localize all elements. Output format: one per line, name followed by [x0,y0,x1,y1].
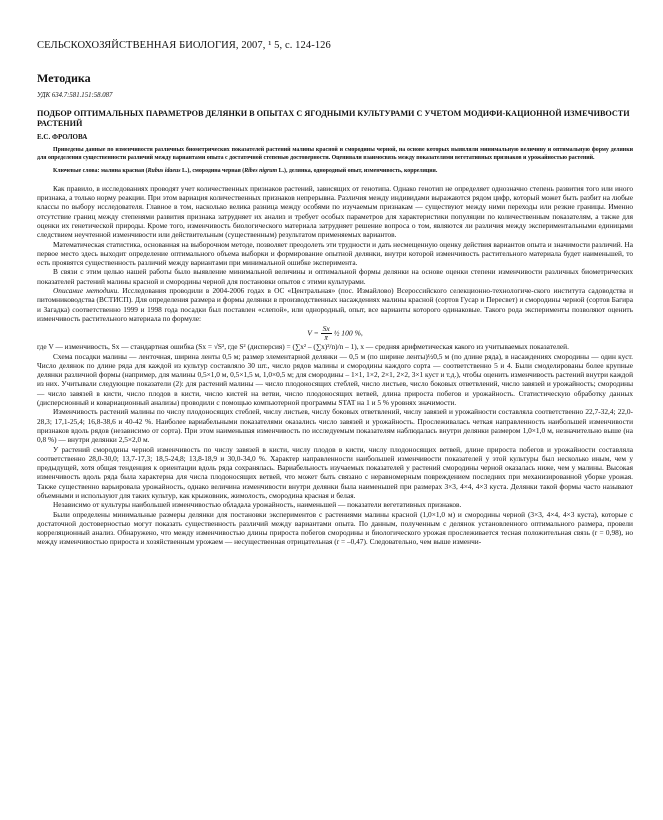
article-body [37,184,633,547]
paragraph-aim: В связи с этим целью нашей работы было выявление минимальной величины и оптимальной формы делянки на основе оценки степени изменчивости различных биометрических показателей растений малины красной и смородины черной для постановки опытов с этими культурами. [37,267,633,286]
paragraph-methods [37,286,633,323]
keywords-latin-2: Ribes nigrum [244,168,278,175]
keywords-text-1: малина красная ( [99,168,148,175]
formula-denominator: x̄ [324,333,328,343]
paragraph-yield-variability: Независимо от культуры наибольшей изменчивостью обладала урожайность, наименьшей — показатели вегетативных признаков. [53,500,462,510]
article-title: ПОДБОР ОПТИМАЛЬНЫХ ПАРАМЕТРОВ ДЕЛЯНКИ В ОПЫТАХ С ЯГОДНЫМИ КУЛЬТУРАМИ С УЧЕТОМ МОДИФИ-КАЦИОННОЙ ИЗМЕЧИВОСТИ РАСТЕНИЙ [37,109,630,128]
formula-rhs: ½ 100 %, [331,328,363,338]
keywords-label: Ключевые слова: [53,168,100,175]
article-author: Е.С. ФРОЛОВА [37,133,88,141]
paragraph-correlation: Были определены минимальные размеры делянки для постановки экспериментов с растениями малины красной (1,0×1,0 м) и смородины черной (3×3, 4×4, 4×3 куста), которые с достаточной достоверностью могут показать существенность различий между вариантами опыта. По данным, полученным с делянок установленного оптимального размера, провели корреляционный анализ. Обнаружено, что между изменчивостью длины прироста побегов смородины и биологического урожая прослеживается тесная положительная связь (r = 0,98), но между изменчивостью прироста и хозяйственным урожаем — несущественная отрицательная (r = –0,47). Следовательно, чем выше изменчи- [37,509,633,547]
paragraph-statistics: Математическая статистика, основанная на выборочном методе, позволяет преодолеть эти трудности и дать несмещенную оценку действия вариантов опыта и значимости различий. На первое место здесь выходит определение оптимального объема выборки и формирование опытной делянки, внутри которой изменчивость растительного материала будет наименьшей, то есть проявятся существенность различий между вариантами при минимальной ошибке эксперимента. [37,239,633,268]
section-heading: Методика [37,71,91,85]
udc-code: УДК 634.7:581.151:58.087 [37,92,113,99]
formula-lhs: V = [307,328,321,338]
article-keywords [37,168,633,176]
paragraph-planting-scheme: Схема посадки малины — ленточная, ширина ленты 0,5 м; размер элементарной делянки — 0,5 м (по ширине ленты)½0,5 м (по длине ряда), в насаждениях смородины — один куст. Число делянок по длине ряда для каждой из культур составляло 30 шт., число рядов малины и смородины каждого сорта — соответственно 5 и 4. Были смоделированы более крупные делянки различной формы (например, для малины 0,5×1,0 м, 0,5×1,5 м, 1,0×0,5 м; для смородины – 1×1, 1×2, 2×1, 2×2, 3×1 куст и т.д.), чтобы оценить изменчивость растений внутри каждой из них. Учитывали следующие показатели (2): для растений малины — число плодоносящих стеблей, число листьев, число боковых ответвлений, число завязей и урожайность; смородины — число завязей в кисти, число плодов в кисти, число кистей на ветви, число плодоносящих ветвей, длина прироста побегов и урожайность. Статистическую обработку данных (дисперсионный и ковариационный анализы) проводили с помощью компьютерной программы STAT на 1 и 5 % уровнях значимости. [37,351,633,408]
keywords-latin-1: Rubus idaeus [147,168,181,175]
article-abstract: Приведены данные по изменчивости различных биометрических показателей растений малины красной и смородины черной, на основе которых выявляли минимальную величину и оптимальную форму делянки для определения существенности различий между вариантами опыта с достаточной степенью достоверности. Оценивали взаимосвязь между показателями вегетативных признаков и урожайностью растений. [37,147,633,161]
paragraph-currant-results: У растений смородины черной изменчивость по числу завязей в кисти, числу плодов в кисти, числу плодоносящих ветвей, длине прироста побегов и урожайности составляла соответственно 28,0-30,0; 13,7-17,3; 18,5-24,8; 13,8-18,9 и 30,0-34,0 %. Характер направленности наибольшей изменчивости показателей у этой культуры был несколько иным, чем у предыдущей, хотя общая тенденция к ориентации вдоль ряда сохранялась. Вариабельность изучаемых показателей у растений смородины черной оказалась ниже, чем у малины. Высокая изменчивость вдоль ряда была характерна для числа плодоносящих ветвей, что может быть связано с неравномерным повреждением последних при механизированной уборке урожая. Также существенно варьировала урожайность, однако величина изменчивости внутри делянки была наименьшей при размерах 3×3, 4×4, 4×3 куста. Делянки такой формы часто называют объемными и используют для таких культур, как крыжовник, жимолость, смородина красная и белая. [37,444,633,500]
formula-numerator: Sx [322,324,330,334]
formula-fraction [321,325,332,342]
variability-formula [37,325,633,342]
journal-header: СЕЛЬСКОХОЗЯЙСТВЕННАЯ БИОЛОГИЯ, 2007, ¹ 5, с. 124-126 [37,40,331,51]
methods-text: Исследования проводили в 2004-2006 годах в ОС «Центральная» (пос. Измайлово) Всероссийского селекционно-технологиче-ского института садоводства и питомниководства (ВСТИСП). Для определения размера и формы делянки в производственных насаждениях малины красной (сортов Гусар и Пересвет) и смородины черной (сортов Багира и Загадка) соответственно 1999 и 1998 года посадки был поставлен «слепой», или однородный, опыт, все варианты которого одинаковые. Такого рода эксперименты позволяют оценить изменчивость растительного материала по формуле: [37,286,633,323]
paragraph-intro: Как правило, в исследованиях проводят учет количественных признаков растений, зависящих от генотипа. Однако генотип не определяет однозначно степень развития того или иного признака, а только норму реакции. При этом вариация количественных признаков непрерывна. Различия между индивидами выражаются рядом цифр, который может быть разбит на любые классы по выбору исследователя. Главное в том, насколько велика разница между особями по изучаемым признакам — существуют между ними переходы или резкие границы. Именно отсутствие границ между степенями развития признака затрудняет их анализ и требует особых параметров для характеристики популяции по количественным показателям, а также для оценки их генетической природы. Кроме того, изменчивость биологического материала затрудняет решение вопроса о том, являются ли различия между экспериментальными единицами следствием неучтенной изменчивости или действительным (существенным) результатом применяемых вариантов. [37,183,633,240]
paragraph-formula-legend: где V — изменчивость, Sx — стандартная ошибка (Sx = √S², где S² (дисперсия) = (∑x² – (∑x)²/n)/n – 1), x — средняя арифметическая какого из учитываемых показателей. [37,342,569,352]
paragraph-raspberry-results: Изменчивость растений малины по числу плодоносящих стеблей, числу листьев, числу боковых ответвлений, числу завязей и урожайности составляла соответственно 22,7-32,4; 22,0-28,3; 17,1-25,4; 16,8-38,6 и 40-42 %. Наиболее вариабельными показателями оказались число завязей и урожайность. Прослеживалась четкая направленность наибольшей изменчивости признаков вдоль рядов (независимо от сорта). При этом наименьшая изменчивость по исследуемым показателям наблюдалась внутри делянки размером 1,0×1,0 м, незначительно выше (на 0,8 %) — внутри делянки 2,5×2,0 м. [37,407,633,445]
keywords-text-3: L.), делянка, однородный опыт, изменчивость, корреляция. [277,168,438,175]
keywords-text-2: L.), смородина черная ( [180,168,245,175]
methods-label: Описание методики. [53,286,120,296]
